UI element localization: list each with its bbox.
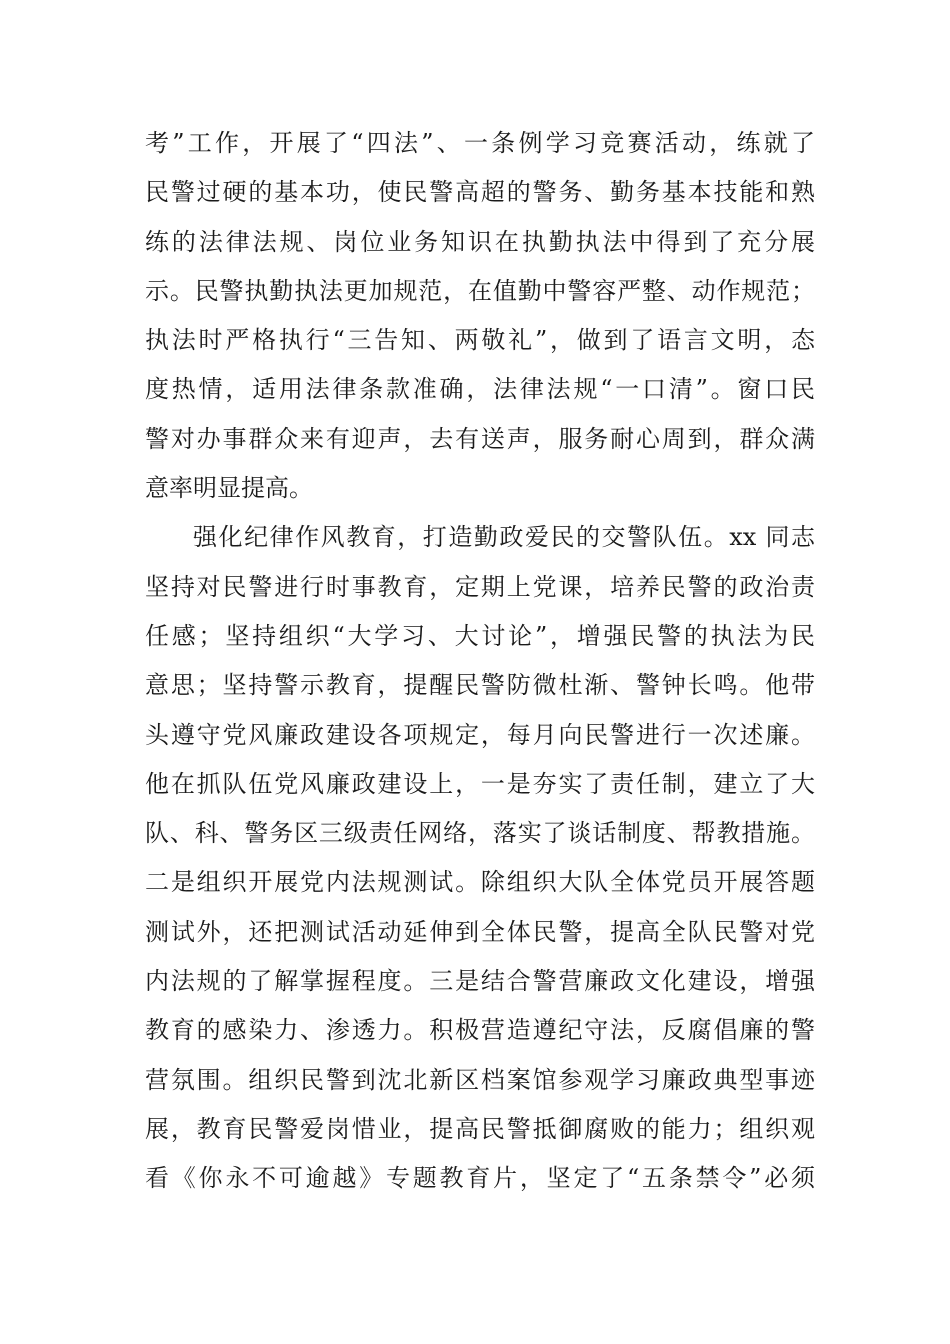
text-line: 警对办事群众来有迎声，去有送声，服务耐心周到，群众满 [145,424,815,453]
text-line: 考”工作，开展了“四法”、一条例学习竞赛活动，练就了 [145,129,815,157]
text-line: 坚持对民警进行时事教育，定期上党课，培养民警的政治责 [145,572,815,601]
text-line: 队、科、警务区三级责任网络，落实了谈话制度、帮教措施。 [145,819,815,848]
text-line: 示。民警执勤执法更加规范，在值勤中警容严整、动作规范； [145,276,815,305]
paragraph-2 [145,513,815,1203]
text-line: 任感；坚持组织“大学习、大讨论”，增强民警的执法为民 [145,621,815,650]
document-body [145,119,815,1204]
text-line: 他在抓队伍党风廉政建设上，一是夯实了责任制，建立了大 [145,769,815,798]
text-line: 营氛围。组织民警到沈北新区档案馆参观学习廉政典型事迹 [145,1065,815,1094]
text-line: 内法规的了解掌握程度。三是结合警营廉政文化建设，增强 [145,967,815,996]
text-line: 展，教育民警爱岗惜业，提高民警抵御腐败的能力；组织观 [145,1114,815,1143]
text-line: 练的法律法规、岗位业务知识在执勤执法中得到了充分展 [145,227,815,256]
text-line: 意思；坚持警示教育，提醒民警防微杜渐、警钟长鸣。他带 [145,671,815,700]
text-line: 二是组织开展党内法规测试。除组织大队全体党员开展答题 [145,868,815,897]
text-line: 民警过硬的基本功，使民警高超的警务、勤务基本技能和熟 [145,178,815,207]
text-line: 度热情，适用法律条款准确，法律法规“一口清”。窗口民 [145,375,815,404]
text-line: 教育的感染力、渗透力。积极营造遵纪守法，反腐倡廉的警 [145,1016,815,1045]
paragraph-1 [145,119,815,513]
text-line: 执法时严格执行“三告知、两敬礼”，做到了语言文明，态 [145,326,815,355]
text-line: 意率明显提高。 [145,474,313,503]
text-line: 看《你永不可逾越》专题教育片，坚定了“五条禁令”必须 [145,1164,815,1193]
text-line: 强化纪律作风教育，打造勤政爱民的交警队伍。xx 同志 [193,523,815,552]
text-line: 头遵守党风廉政建设各项规定，每月向民警进行一次述廉。 [145,720,815,749]
text-line: 测试外，还把测试活动延伸到全体民警，提高全队民警对党 [145,917,815,946]
